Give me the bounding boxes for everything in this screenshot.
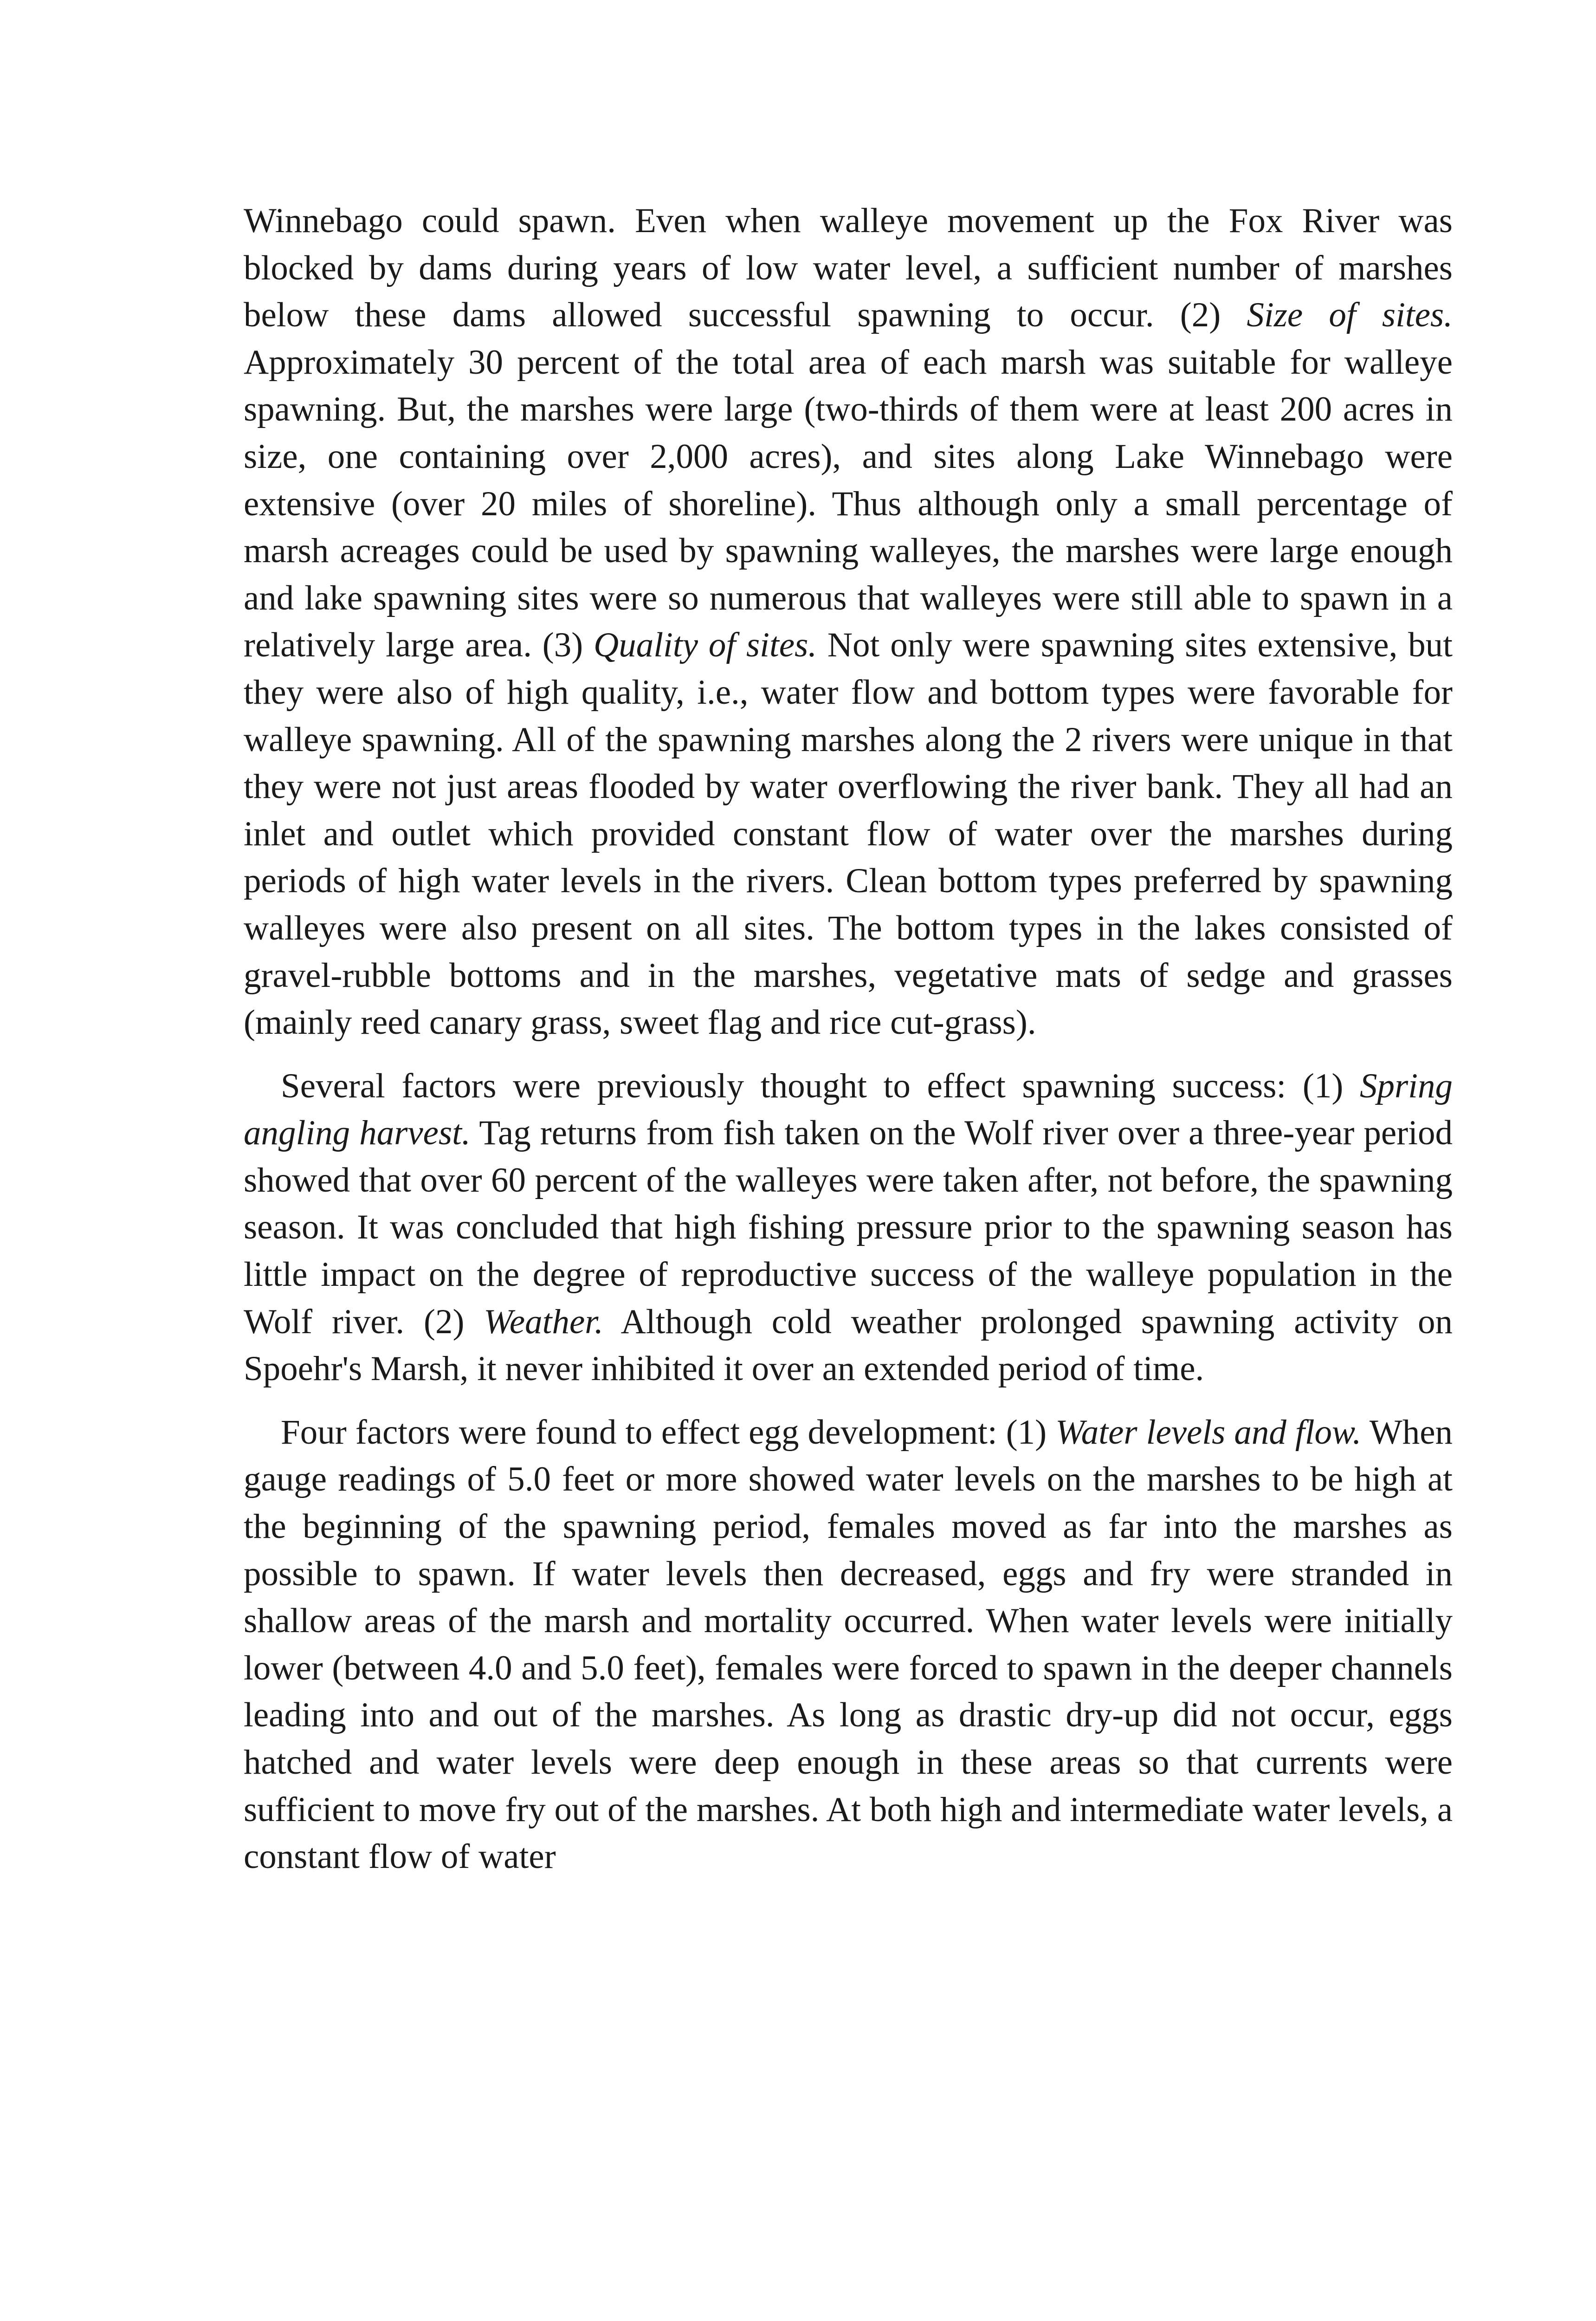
body-text-run: Although cold weather prolonged spawning activity on Spoehr's Marsh, it never inhibited it over an extended period of time.: [244, 1302, 1453, 1388]
body-text-run: Four factors were found to effect egg development: (1): [281, 1413, 1056, 1452]
italic-heading-text: Size of sites.: [1247, 296, 1453, 335]
body-text-run: Not only were spawning sites extensive, but they were also of high quality, i.e., water flow and bottom types were favorable for walleye spawning. All of the spawning marshes along the 2 rivers were unique in that they were not just areas flooded by water overflowing the river bank. They all had an inlet and outlet which provided constant flow of water over the marshes during periods of high water levels in the rivers. Clean bottom types preferred by spawning walleyes were also present on all sites. The bottom types in the lakes consisted of gravel-rubble bottoms and in the marshes, vegetative mats of sedge and grasses (mainly reed canary grass, sweet flag and rice cut-grass).: [244, 626, 1453, 1042]
italic-heading-text: Spring angling harvest.: [244, 1066, 1453, 1153]
body-text-run: Tag returns from fish taken on the Wolf river over a three-year period showed that over 60 percent of the walleyes were taken after, not before, the spawning season. It was concluded that high fishing pressure prior to the spawning season has little impact on the degree of reproductive success of the walleye population in the Wolf river. (2): [244, 1114, 1453, 1341]
paragraph-spawning-success-factors: [244, 1063, 1453, 1393]
body-text: [244, 197, 1453, 1880]
body-text-run: When gauge readings of 5.0 feet or more showed water levels on the marshes to be high at the beginning of the spawning period, females moved as far into the marshes as possible to spawn. If water levels then decreased, eggs and fry were stranded in shallow areas of the marsh and mortality occurred. When water levels were initially lower (between 4.0 and 5.0 feet), females were forced to spawn in the deeper channels leading into and out of the marshes. As long as drastic dry-up did not occur, eggs hatched and water levels were deep enough in these areas so that currents were sufficient to move fry out of the marshes. At both high and intermediate water levels, a constant flow of water: [244, 1413, 1453, 1876]
italic-heading-text: Quality of sites.: [594, 626, 817, 665]
italic-heading-text: Weather.: [484, 1302, 603, 1341]
body-text-run: Winnebago could spawn. Even when walleye movement up the Fox River was blocked by dams during years of low water level, a sufficient number of marshes below these dams allowed successful spawning to occur. (2): [244, 201, 1453, 335]
paragraph-spawning-sites: [244, 197, 1453, 1046]
body-text-run: Approximately 30 percent of the total area of each marsh was suitable for walleye spawning. But, the marshes were large (two-thirds of them were at least 200 acres in size, one containing over 2,000 acres), and sites along Lake Winnebago were extensive (over 20 miles of shoreline). Thus although only a small percentage of marsh acreages could be used by spawning walleyes, the marshes were large enough and lake spawning sites were so numerous that walleyes were still able to spawn in a relatively large area. (3): [244, 343, 1453, 665]
body-text-run: Several factors were previously thought to effect spawning success: (1): [281, 1066, 1360, 1105]
paragraph-egg-development-factors: [244, 1409, 1453, 1880]
italic-heading-text: Water levels and flow.: [1055, 1413, 1362, 1452]
